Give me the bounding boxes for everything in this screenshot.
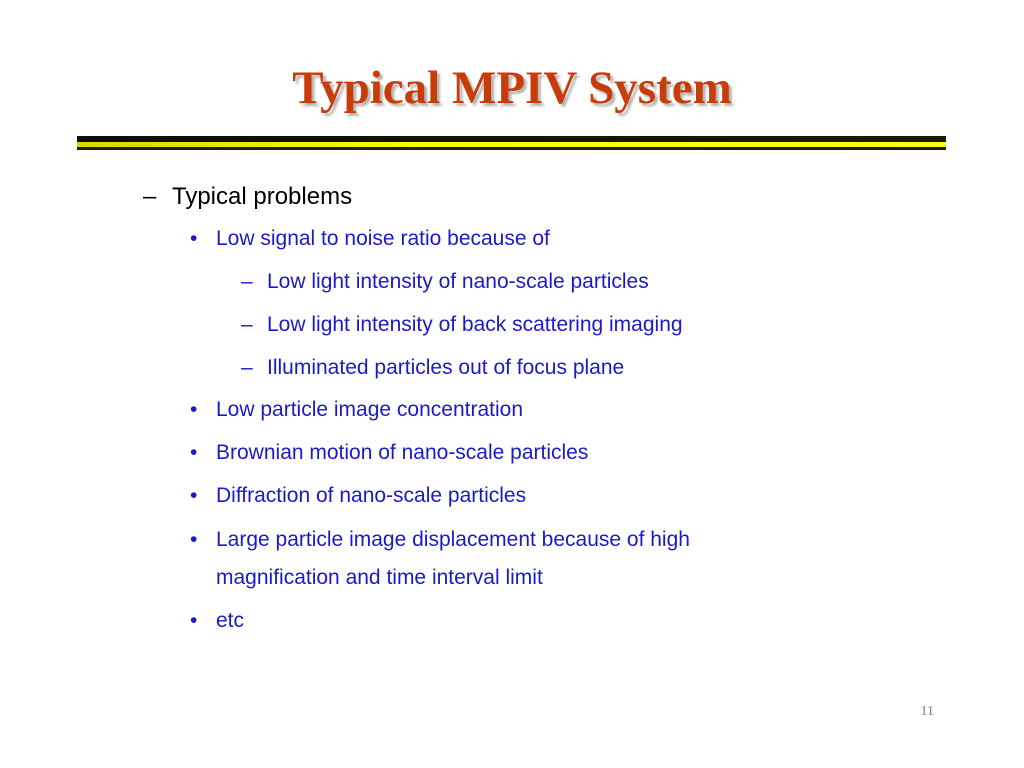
bullet-marker: • <box>190 398 198 421</box>
bullet-text: Diffraction of nano-scale particles <box>216 484 527 507</box>
dash-marker: – <box>241 270 253 293</box>
bullet-marker: • <box>190 484 198 507</box>
bullet-text: Low signal to noise ratio because of <box>216 227 550 250</box>
bullet-text: Brownian motion of nano-scale particles <box>216 441 589 464</box>
bullet-marker: • <box>190 227 198 250</box>
heading-text: Typical problems <box>172 183 353 210</box>
sub-bullet-text: Illuminated particles out of focus plane <box>267 356 625 379</box>
bullet-text: Low particle image concentration <box>216 398 524 421</box>
bullet-marker: • <box>190 528 198 551</box>
bullet-text: etc <box>216 609 245 632</box>
dash-marker: – <box>241 313 253 336</box>
title-divider-dark-bottom <box>77 147 946 150</box>
bullet-marker: • <box>190 441 198 464</box>
bullet-marker: • <box>190 609 198 632</box>
page-number: 11 <box>920 704 934 719</box>
bullet-text: Large particle image displacement because of high magnification and time interval limit <box>216 528 690 589</box>
slide-title: Typical MPIV System <box>292 62 732 114</box>
dash-marker: – <box>241 356 253 379</box>
dash-marker: – <box>143 183 157 210</box>
sub-bullet-text: Low light intensity of back scattering imaging <box>267 313 683 336</box>
sub-bullet-text: Low light intensity of nano-scale particles <box>267 270 649 293</box>
